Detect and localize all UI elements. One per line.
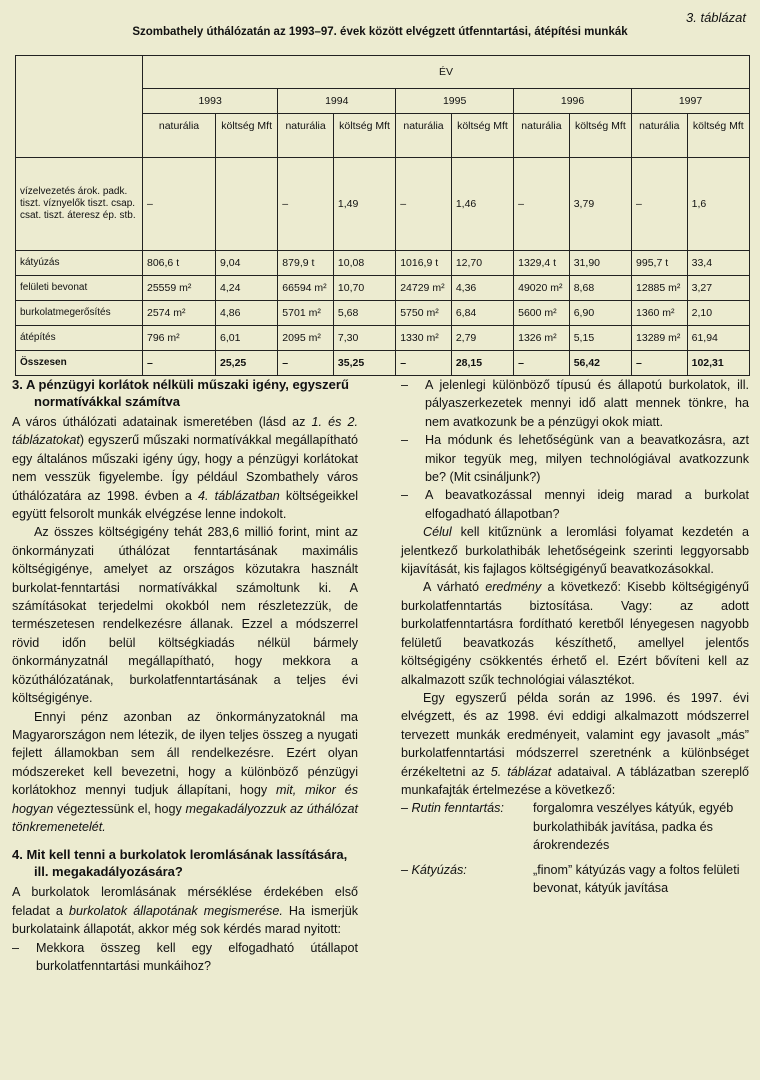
table-cell: 61,94	[687, 326, 749, 351]
naturalia-header: naturália	[632, 114, 688, 158]
table-cell: 1329,4 t	[514, 251, 570, 276]
definition-katyuzas: – Kátyúzás: „finom” kátyúzás vagy a foltos felületi bevonat, kátyúk javítása	[401, 862, 740, 895]
left-column	[12, 376, 358, 975]
table-cell: 1,46	[451, 158, 513, 251]
row-label: burkolatmegerősítés	[16, 301, 143, 326]
table-cell: 12,70	[451, 251, 513, 276]
table-cell: 25,25	[216, 351, 278, 376]
paragraph: Célul kell kitűznünk a leromlási folyamat kezdetén a jelentkező burkolathibák lehetőségeink szerinti leggyorsabb kijavítását, kis fajlagos költségigényű beavatkozásokkal.	[401, 525, 749, 577]
paragraph: Ennyi pénz azonban az önkormányzatoknál ma Magyarországon nem létezik, de ilyen teljes összeg a nyugati fejlett államokban sem áll rendelkezésre. Ezért olyan módszereket kell bevezetni, hogy a különböző pénzügyi korlátokhoz mennyi tudjuk állapítani, hogy mit, mikor és hogyan végeztessünk el, hogy megakadályozzuk az úthálózat tönkremenetelét.	[12, 709, 358, 834]
row-label: kátyúzás	[16, 251, 143, 276]
table-cell: 35,25	[333, 351, 395, 376]
table-cell: –	[278, 158, 334, 251]
table-cell: 5,68	[333, 301, 395, 326]
table-cell: 13289 m²	[632, 326, 688, 351]
table-cell: 9,04	[216, 251, 278, 276]
koltseg-header: költség Mft	[216, 114, 278, 158]
table-cell: 8,68	[569, 276, 631, 301]
ev-header: ÉV	[143, 56, 750, 89]
row-label: felületi bevonat	[16, 276, 143, 301]
table-cell: 2095 m²	[278, 326, 334, 351]
table-row	[16, 276, 750, 301]
year-header: 1995	[396, 89, 514, 114]
table-cell: 879,9 t	[278, 251, 334, 276]
paragraph: A város úthálózati adatainak ismeretében (lásd az 1. és 2. táblázatokat) egyszerű műszaki normatívákkal megállapítható egy általános műszaki igény úgy, hogy a pénzügyi korlátokat nem vesszük figyelembe. Így például Szombathely város úthálózatára az 1998. évben a 4. táblázatban költségeikkel együtt felsorolt munkák elvégzése lenne indokolt.	[12, 415, 358, 522]
table-cell: 56,42	[569, 351, 631, 376]
table-cell: 1,49	[333, 158, 395, 251]
row-label: Összesen	[16, 351, 143, 376]
table-cell	[216, 158, 278, 251]
year-header: 1997	[632, 89, 750, 114]
table-cell: 5701 m²	[278, 301, 334, 326]
table-cell: –	[278, 351, 334, 376]
koltseg-header: költség Mft	[333, 114, 395, 158]
table-cell: 4,24	[216, 276, 278, 301]
table-cell: 1360 m²	[632, 301, 688, 326]
table-row	[16, 251, 750, 276]
table-cell: 25559 m²	[143, 276, 216, 301]
section-3-heading: 3. A pénzügyi korlátok nélküli műszaki igény, egyszerű normatívákkal számítva	[12, 377, 349, 409]
paragraph: A burkolatok leromlásának mérséklése érdekében első feladat a burkolatok állapotának megismerése. Ha ismerjük burkolataink állapotát, akkor még sok kérdés marad nyitott:	[12, 885, 358, 937]
dash-item: – A jelenlegi különböző típusú és állapotú burkolatok, ill. pályaszerkezetek mennyi idő alatt mennek tönkre, ha nem avatkozunk be a pénzügyi okok miatt.	[401, 378, 749, 429]
table-row	[16, 301, 750, 326]
table-row	[16, 351, 750, 376]
dash-item: – Mekkora összeg kell egy elfogadható útállapot burkolatfenntartási munkáihoz?	[12, 940, 358, 973]
table-cell: –	[143, 158, 216, 251]
naturalia-header: naturália	[396, 114, 452, 158]
table-cell: –	[632, 158, 688, 251]
table-cell: 2574 m²	[143, 301, 216, 326]
table-cell: 33,4	[687, 251, 749, 276]
table-cell: –	[514, 158, 570, 251]
dash-item: – Ha módunk és lehetőségünk van a beavatkozásra, azt mikor tegyük meg, milyen technológiával avatkozzunk be? (Mit csináljunk?)	[401, 433, 749, 485]
paragraph: Egy egyszerű példa során az 1996. és 1997. évi elvégzett, és az 1998. évi eddigi alkalmazott módszerrel tervezett munkák eredményeit, valamint egy javasolt „más” burkolatfenntartási módszerrel szeretnénk a különbséget érzékeltetni az 5. táblázat adataival. A táblázatban szereplő munkafajták értelmezése a következő:	[401, 690, 750, 797]
table-cell: 66594 m²	[278, 276, 334, 301]
table-cell: 31,90	[569, 251, 631, 276]
year-header: 1993	[143, 89, 278, 114]
table-cell: 3,27	[687, 276, 749, 301]
table-cell: 5750 m²	[396, 301, 452, 326]
table-row	[16, 158, 750, 251]
table-cell: 995,7 t	[632, 251, 688, 276]
table-number: 3. táblázat	[686, 10, 746, 25]
table-cell: 796 m²	[143, 326, 216, 351]
table-cell: 3,79	[569, 158, 631, 251]
table-cell: –	[632, 351, 688, 376]
koltseg-header: költség Mft	[451, 114, 513, 158]
naturalia-header: naturália	[514, 114, 570, 158]
table-cell: 1016,9 t	[396, 251, 452, 276]
table-cell: –	[514, 351, 570, 376]
corner-cell	[16, 56, 143, 158]
table-cell: 24729 m²	[396, 276, 452, 301]
row-label: átépítés	[16, 326, 143, 351]
table-cell: 2,10	[687, 301, 749, 326]
paragraph: A várható eredmény a következő: Kisebb költségigényű burkolatfenntartás biztosítása. Vagy: az adott burkolatfenntartásra fordítható keretből lényegesen nagyobb felületű beavatkozás készíthető, amellyel jelentős költségigény csökkentés érhető el. Ezért bővíteni kell az alkalmazott szűk technológiai választékot.	[401, 580, 749, 687]
table-cell: 5600 m²	[514, 301, 570, 326]
right-column	[401, 376, 749, 897]
table-cell: 4,86	[216, 301, 278, 326]
table-cell: 1330 m²	[396, 326, 452, 351]
table-cell: 1,6	[687, 158, 749, 251]
naturalia-header: naturália	[278, 114, 334, 158]
dash-item: – A beavatkozással mennyi ideig marad a burkolat elfogadható állapotban?	[401, 488, 749, 521]
table-cell: –	[396, 351, 452, 376]
table-cell: 806,6 t	[143, 251, 216, 276]
definition-rutin: – Rutin fenntartás: forgalomra veszélyes kátyúk, egyéb burkolathibák javítása, padka és árokrendezés	[401, 801, 734, 853]
year-header: 1996	[514, 89, 632, 114]
table-row	[16, 326, 750, 351]
table-cell: 10,70	[333, 276, 395, 301]
table-cell: 102,31	[687, 351, 749, 376]
row-label: vízelvezetés árok. padk. tiszt. víznyelők tiszt. csap. csat. tiszt. áteresz ép. stb.	[16, 158, 143, 251]
table-cell: 12885 m²	[632, 276, 688, 301]
table-cell: 6,90	[569, 301, 631, 326]
table-cell: 7,30	[333, 326, 395, 351]
table-cell: 28,15	[451, 351, 513, 376]
table-cell: 49020 m²	[514, 276, 570, 301]
section-4-heading: 4. Mit kell tenni a burkolatok leromlásának lassítására, ill. megakadályozására?	[12, 847, 348, 880]
table-cell: 6,01	[216, 326, 278, 351]
year-header: 1994	[278, 89, 396, 114]
table-cell: 10,08	[333, 251, 395, 276]
paragraph: Az összes költségigény tehát 283,6 millió forint, mint az önkormányzati úthálózat fenntartásának maximális költségigénye, amelyet az országos közutakra használt burkolat-fenntartási normatívákkal számoltunk ki. A számításokat terjedelmi okokból nem részletezzük, de természetesen rendelkezésre állanak. Ezzel a módszerrel rövid időn belül költségkiadás nélkül bármely önkormányzatnál megállapítható, hogy mekkora a közúthálózatának, burkolatfenntartásának a teljes évi költségigénye.	[12, 525, 358, 706]
koltseg-header: költség Mft	[569, 114, 631, 158]
koltseg-header: költség Mft	[687, 114, 749, 158]
table-cell: 1326 m²	[514, 326, 570, 351]
naturalia-header: naturália	[143, 114, 216, 158]
table-cell: 4,36	[451, 276, 513, 301]
table-cell: 6,84	[451, 301, 513, 326]
table-cell: 2,79	[451, 326, 513, 351]
table-cell: 5,15	[569, 326, 631, 351]
maintenance-table	[15, 55, 750, 376]
table-cell: –	[143, 351, 216, 376]
table-cell: –	[396, 158, 452, 251]
table-title: Szombathely úthálózatán az 1993–97. évek között elvégzett útfenntartási, átépítési munkák	[132, 26, 628, 38]
